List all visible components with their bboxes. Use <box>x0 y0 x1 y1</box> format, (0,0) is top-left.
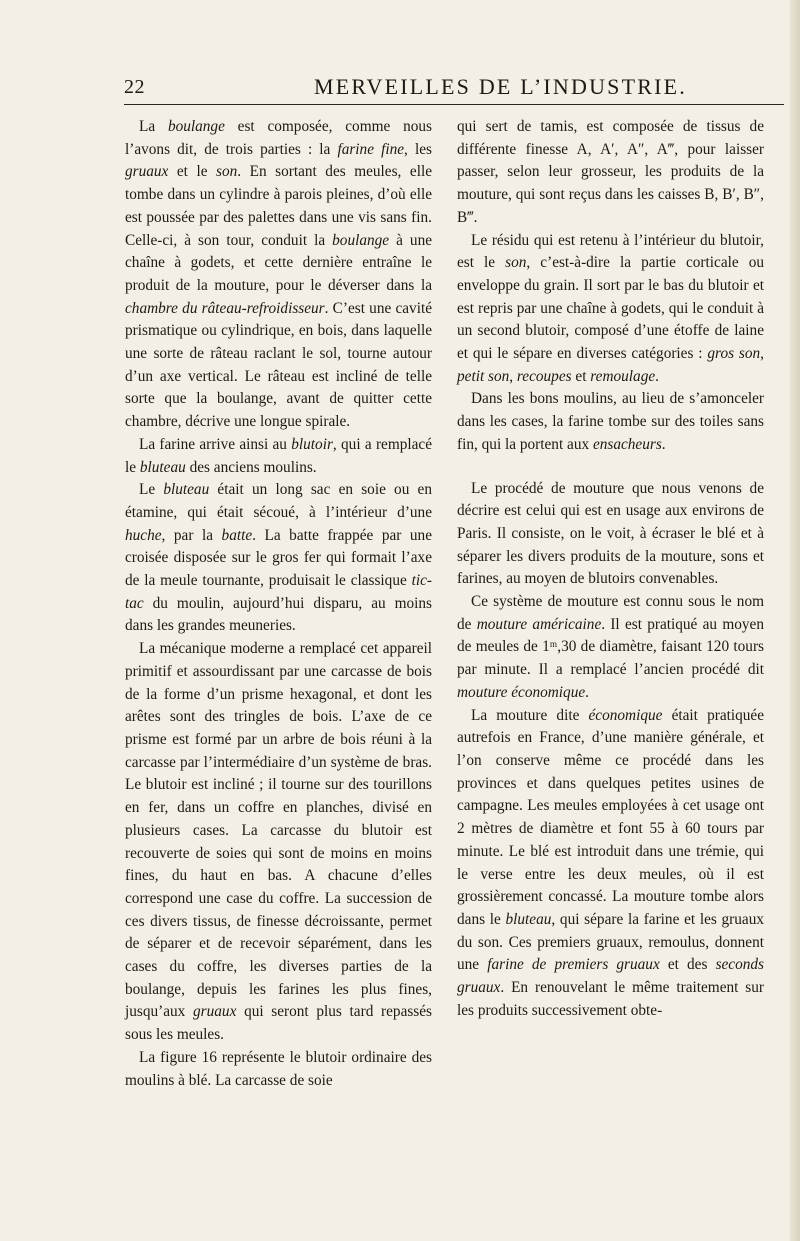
italic-term: gruaux <box>193 1003 237 1021</box>
italic-term: batte <box>221 526 253 544</box>
italic-term: gros son <box>707 345 761 363</box>
paragraph: La boulange est composée, comme nous l’avons dit, de trois parties : la farine fine, les gruaux et le son. En sortant des meules, elle tombe dans un cylindre à parois pleines, d’où elle est poussée par des palettes dans une vis sans fin. Celle-ci, à son tour, conduit la boulange à une chaîne à godets, et cette dernière entraîne le produit de la mouture, pour le déverser dans la chambre du râteau-refroidisseur. C’est une cavité prismatique ou cylindrique, en bois, dans laquelle une sorte de râteau raclant le sol, tourne autour d’un axe vertical. Le râteau est incliné de telle sorte que la boulange, avant de quitter cette chambre, décrive une longue spirale. <box>125 118 433 431</box>
paragraph: Dans les bons moulins, au lieu de s’amonceler dans les cases, la farine tombe sur des toiles sans fin, qui la portent aux ensacheurs. <box>457 390 764 453</box>
paragraph: La figure 16 représente le blutoir ordinaire des moulins à blé. La carcasse de soie <box>125 1048 432 1089</box>
italic-term: remoulage <box>590 367 656 385</box>
italic-term: chambre du râteau-refroidisseur <box>125 299 325 317</box>
paragraph: Le bluteau était un long sac en soie ou en étamine, qui était sécoué, à l’intérieur d’une huche, par la batte. La batte frappée par une croisée disposée sur le gros fer qui formait l’axe de la meule tournante, produisait le classique tic-tac du moulin, aujourd’hui disparu, au moins dans les grandes meuneries. <box>125 481 432 635</box>
paragraph: Le procédé de mouture que nous venons de décrire est celui qui est en usage aux environs de Paris. Il consiste, on le voit, à écraser le blé et à séparer les divers produits de la mouture, sons et farines, au moyen de blutoirs convenables. <box>457 479 764 588</box>
paragraph: La farine arrive ainsi au blutoir, qui a remplacé le bluteau des anciens moulins. <box>125 435 432 476</box>
page-edge <box>790 0 800 1241</box>
left-column <box>125 116 432 1092</box>
italic-term: économique <box>588 706 663 724</box>
italic-term: son <box>216 163 238 181</box>
paragraph: La mouture dite économique était pratiquée autrefois en France, d’une manière générale, et l’on conserve même ce procédé dans les provinces et dans quelques petites usines de campagne. Les meules employées à cet usage ont 2 mètres de diamètre et font 55 à 60 tours par minute. Le blé est introduit dans une trémie, qui le verse entre les deux meules, où il est grossièrement concassé. La mouture tombe alors dans le bluteau, qui sépare la farine et les gruaux du son. Ces premiers gruaux, remoulus, donnent une farine de premiers gruaux et des seconds gruaux. En renouvelant le même traitement sur les produits successivement obte- <box>457 706 764 1019</box>
italic-term: ensacheurs <box>592 435 662 453</box>
paragraph: qui sert de tamis, est composée de tissus de différente finesse A, A′, A″, A‴, pour laisser passer, selon leur grosseur, les produits de la mouture, qui sont reçus dans les caisses B, B′, B″, B‴. <box>457 118 764 226</box>
paragraph: La mécanique moderne a remplacé cet appareil primitif et assourdissant par une carcasse de bois de la forme d’un prisme hexagonal, et dont les arêtes sont des tringles de bois. L’axe de ce prisme est formé par un arbre de bois réuni à la carcasse par l’intermédiaire d’un système de bras. Le blutoir est incliné ; il tourne sur des tourillons en fer, dans un coffre en planches, divisé en plusieurs cases. La carcasse du blutoir est recouverte de soies qui sont de moins en moins fines, du haut en bas. A chacune d’elles correspond une case du coffre. La succession de ces divers tissus, de finesse décroissante, permet de séparer et de recevoir séparément, dans les cases du coffre, les diverses parties de la boulange, depuis les farines les plus fines, jusqu’aux gruaux qui seront plus tard repassés sous les meules. <box>125 640 433 1044</box>
italic-term: farine fine <box>337 140 405 158</box>
paragraph: Le résidu qui est retenu à l’intérieur du blutoir, est le son, c’est-à-dire la partie corticale ou enveloppe du grain. Il sort par le bas du blutoir et est repris par une chaîne à godets, qui le conduit à un second blutoir, composé d’une étoffe de laine et qui le sépare en diverses catégories : gros son, petit son, recoupes et remoulage. <box>457 231 765 385</box>
italic-term: gruaux <box>125 163 169 181</box>
running-title: MERVEILLES DE L’INDUSTRIE. <box>314 74 687 99</box>
italic-term: son <box>505 254 527 272</box>
italic-term: tic-tac <box>125 572 432 612</box>
italic-term: seconds gruaux <box>457 956 764 997</box>
italic-term: boulange <box>167 118 225 135</box>
italic-term: farine de premiers gruaux <box>487 956 660 974</box>
italic-term: blutoir <box>291 435 333 453</box>
italic-term: recoupes <box>516 367 572 385</box>
italic-term: bluteau <box>505 910 552 928</box>
right-column <box>457 116 764 1022</box>
italic-term: huche <box>125 526 162 544</box>
italic-term: mouture américaine <box>476 615 602 633</box>
italic-term: boulange <box>332 231 390 249</box>
italic-term: mouture économique <box>457 683 586 701</box>
page-header <box>124 74 784 105</box>
page-number: 22 <box>124 76 145 98</box>
paragraph: Ce système de mouture est connu sous le nom de mouture américaine. Il est pratiqué au moyen de meules de 1ᵐ,30 de diamètre, faisant 120 tours par minute. Il a remplacé l’ancien procédé dit mouture économique. <box>457 593 764 701</box>
italic-term: petit son <box>457 367 510 385</box>
italic-term: bluteau <box>139 458 186 476</box>
italic-term: bluteau <box>163 481 210 499</box>
